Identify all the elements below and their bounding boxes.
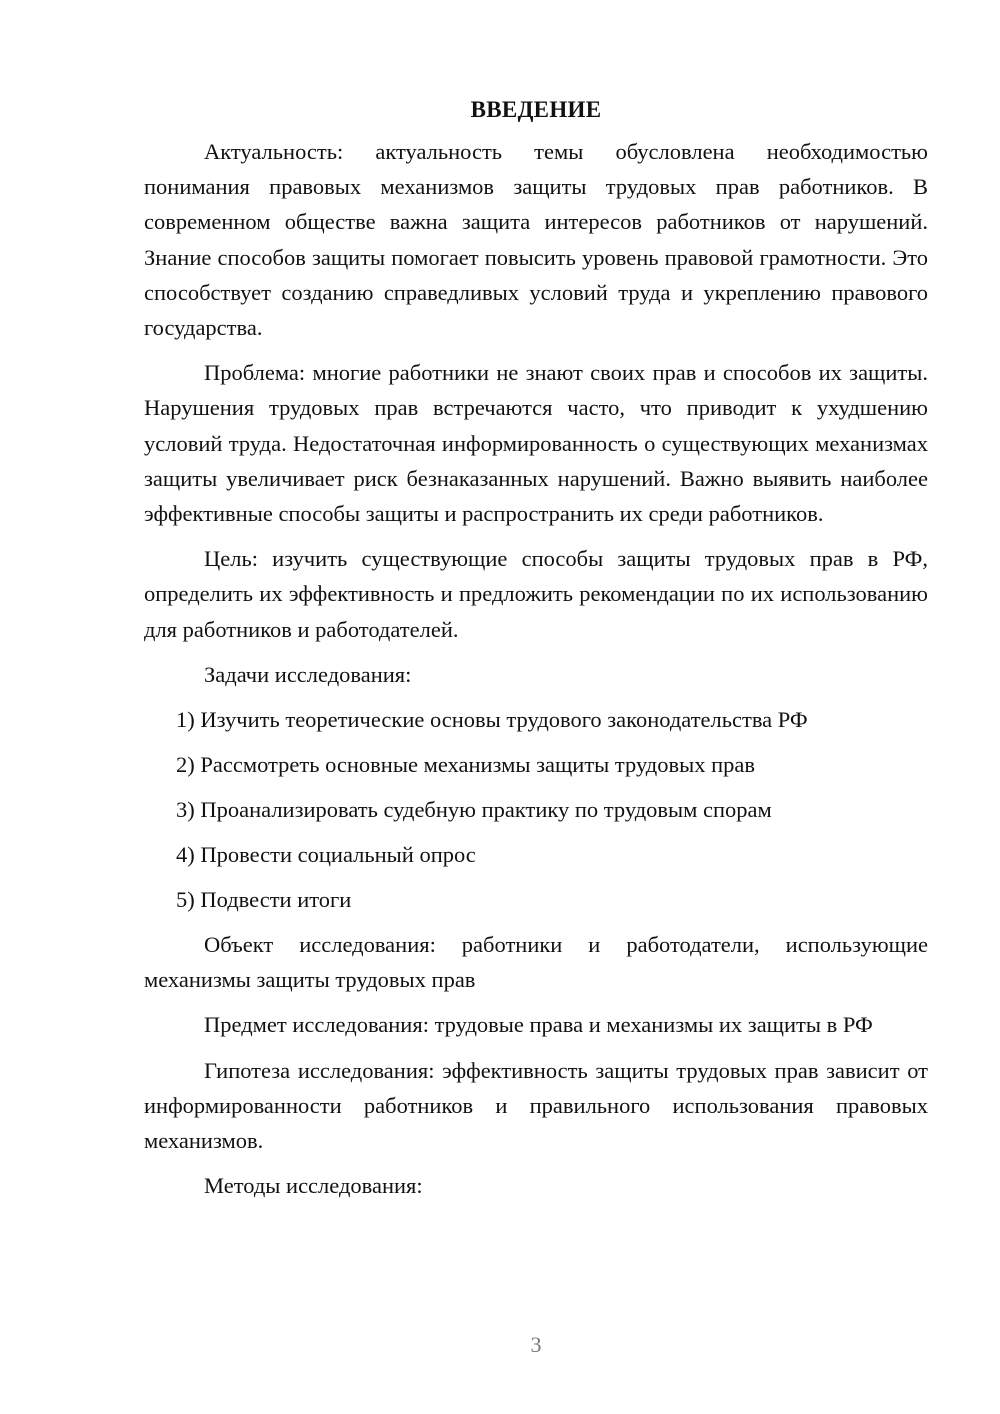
page-title: ВВЕДЕНИЕ (470, 97, 602, 122)
problem-paragraph: Проблема: многие работники не знают своих прав и способов их защиты. Нарушения трудовых прав встречаются часто, что приводит к ухудшению условий труда. Недостаточная информированность о существующих механизмах защиты увеличивает риск безнаказанных нарушений. Важно выявить наиболее эффективные способы защиты и распространить их среди работников. (144, 360, 928, 527)
list-item: 1) Изучить теоретические основы трудового законодательства РФ (176, 707, 808, 733)
relevance-paragraph: Актуальность: актуальность темы обусловлена необходимостью понимания правовых механизмов защиты трудовых прав работников. В современном обществе важна защита интересов работников от нарушений. Знание способов защиты помогает повысить уровень правовой грамотности. Это способствует созданию справедливых условий труда и укреплению правового государства. (144, 139, 928, 341)
list-item: 3) Проанализировать судебную практику по трудовым спорам (176, 797, 772, 823)
hypothesis-paragraph: Гипотеза исследования: эффективность защиты трудовых прав зависит от информированности работников и правильного использования правовых механизмов. (144, 1057, 928, 1154)
object-paragraph: Объект исследования: работники и работодатели, использующие механизмы защиты трудовых прав (144, 932, 928, 993)
list-item: 2) Рассмотреть основные механизмы защиты трудовых прав (176, 752, 756, 778)
list-item: 5) Подвести итоги (176, 887, 352, 913)
goal-paragraph: Цель: изучить существующие способы защиты трудовых прав в РФ, определить их эффективность и предложить рекомендации по их использованию для работников и работодателей. (144, 546, 928, 642)
page-number: 3 (530, 1332, 542, 1357)
document-page (144, 92, 928, 1213)
tasks-list (144, 702, 928, 917)
tasks-heading: Задачи исследования: (204, 661, 412, 687)
list-item: 4) Провести социальный опрос (176, 842, 476, 868)
methods-heading: Методы исследования: (204, 1173, 423, 1199)
subject-paragraph: Предмет исследования: трудовые права и механизмы их защиты в РФ (204, 1012, 873, 1038)
